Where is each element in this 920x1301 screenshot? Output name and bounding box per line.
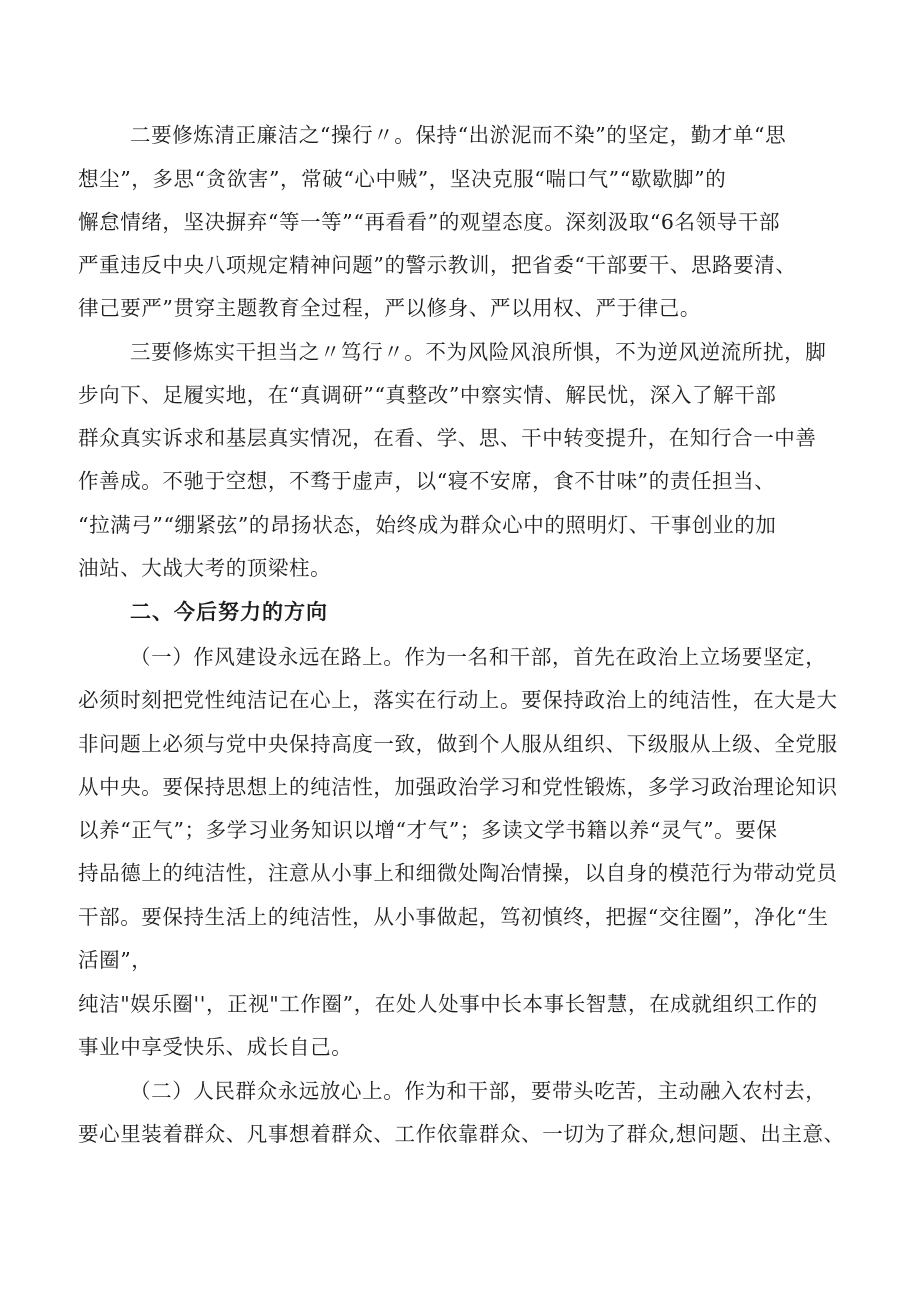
paragraph-line: 持品德上的纯洁性，注意从小事上和细微处陶冶情操，以自身的模范行为带动党员	[78, 861, 838, 885]
paragraph-line: 严重违反中央八项规定精神问题”的警示教训，把省委“干部要干、思路要清、	[78, 253, 797, 277]
paragraph-line: 想尘”，多思“贪欲害”，常破“心中贼”，坚决克服“喘口气”“歇歇脚”的	[78, 167, 727, 191]
paragraph-line: 纯洁"娱乐圈''，正视"工作圈”，在处人处事中长本事长智慧，在成就组织工作的	[78, 992, 818, 1016]
paragraph-line: 干部。要保持生活上的纯洁性，从小事做起，笃初慎终，把握“交往圈”，净化“生	[78, 905, 829, 929]
paragraph-line: 二要修炼清正廉洁之“操行〃。保持“出淤泥而不染”的坚定，勤才单“思	[130, 123, 787, 147]
paragraph-line: 非问题上必须与党中央保持高度一致，做到个人服从组织、下级服从上级、全党服	[78, 732, 838, 756]
paragraph-line: 必须时刻把党性纯洁记在心上，落实在行动上。要保持政治上的纯洁性，在大是大	[78, 688, 838, 712]
paragraph-line: 步向下、足履实地，在“真调研”“真整改”中察实情、解民忧，深入了解干部	[78, 383, 777, 407]
paragraph-line: （一）作风建设永远在路上。作为一名和干部，首先在政治上立场要坚定，	[130, 645, 827, 669]
paragraph-line: 作善成。不驰于空想，不骛于虚声，以“寝不安席，食不甘味”的责任担当、	[78, 469, 776, 493]
paragraph-line: （二）人民群众永远放心上。作为和干部，要带头吃苦，主动融入农村去，	[130, 1079, 827, 1103]
paragraph-line: 懈怠情绪，坚决摒弃“等一等”“再看看”的观望态度。深刻汲取“6名领导干部	[78, 210, 781, 234]
paragraph-line: 要心里装着群众、凡事想着群众、工作依靠群众、一切为了群众,想问题、出主意、	[78, 1122, 845, 1146]
paragraph-line: 律己要严”贯穿主题教育全过程，严以修身、严以用权、严于律己。	[78, 296, 701, 320]
section-heading: 二、今后努力的方向	[130, 600, 328, 624]
paragraph-line: 以养“正气”；多学习业务知识以增“才气”；多读文学书籍以养“灵气”。要保	[78, 818, 778, 842]
paragraph-line: “拉满弓”“绷紧弦”的昂扬状态，始终成为群众心中的照明灯、干事创业的加	[78, 513, 777, 537]
paragraph-line: 群众真实诉求和基层真实情况，在看、学、思、干中转变提升，在知行合一中善	[78, 426, 817, 450]
paragraph-line: 三要修炼实干担当之〃笃行〃。不为风险风浪所惧，不为逆风逆流所扰，脚	[130, 340, 827, 364]
paragraph-line: 事业中享受快乐、成长自己。	[78, 1035, 353, 1059]
paragraph-line: 油站、大战大考的顶梁柱。	[78, 556, 332, 580]
paragraph-line: 从中央。要保持思想上的纯洁性，加强政治学习和党性锻炼，多学习政治理论知识	[78, 775, 838, 799]
paragraph-line: 活圈”，	[78, 948, 153, 972]
